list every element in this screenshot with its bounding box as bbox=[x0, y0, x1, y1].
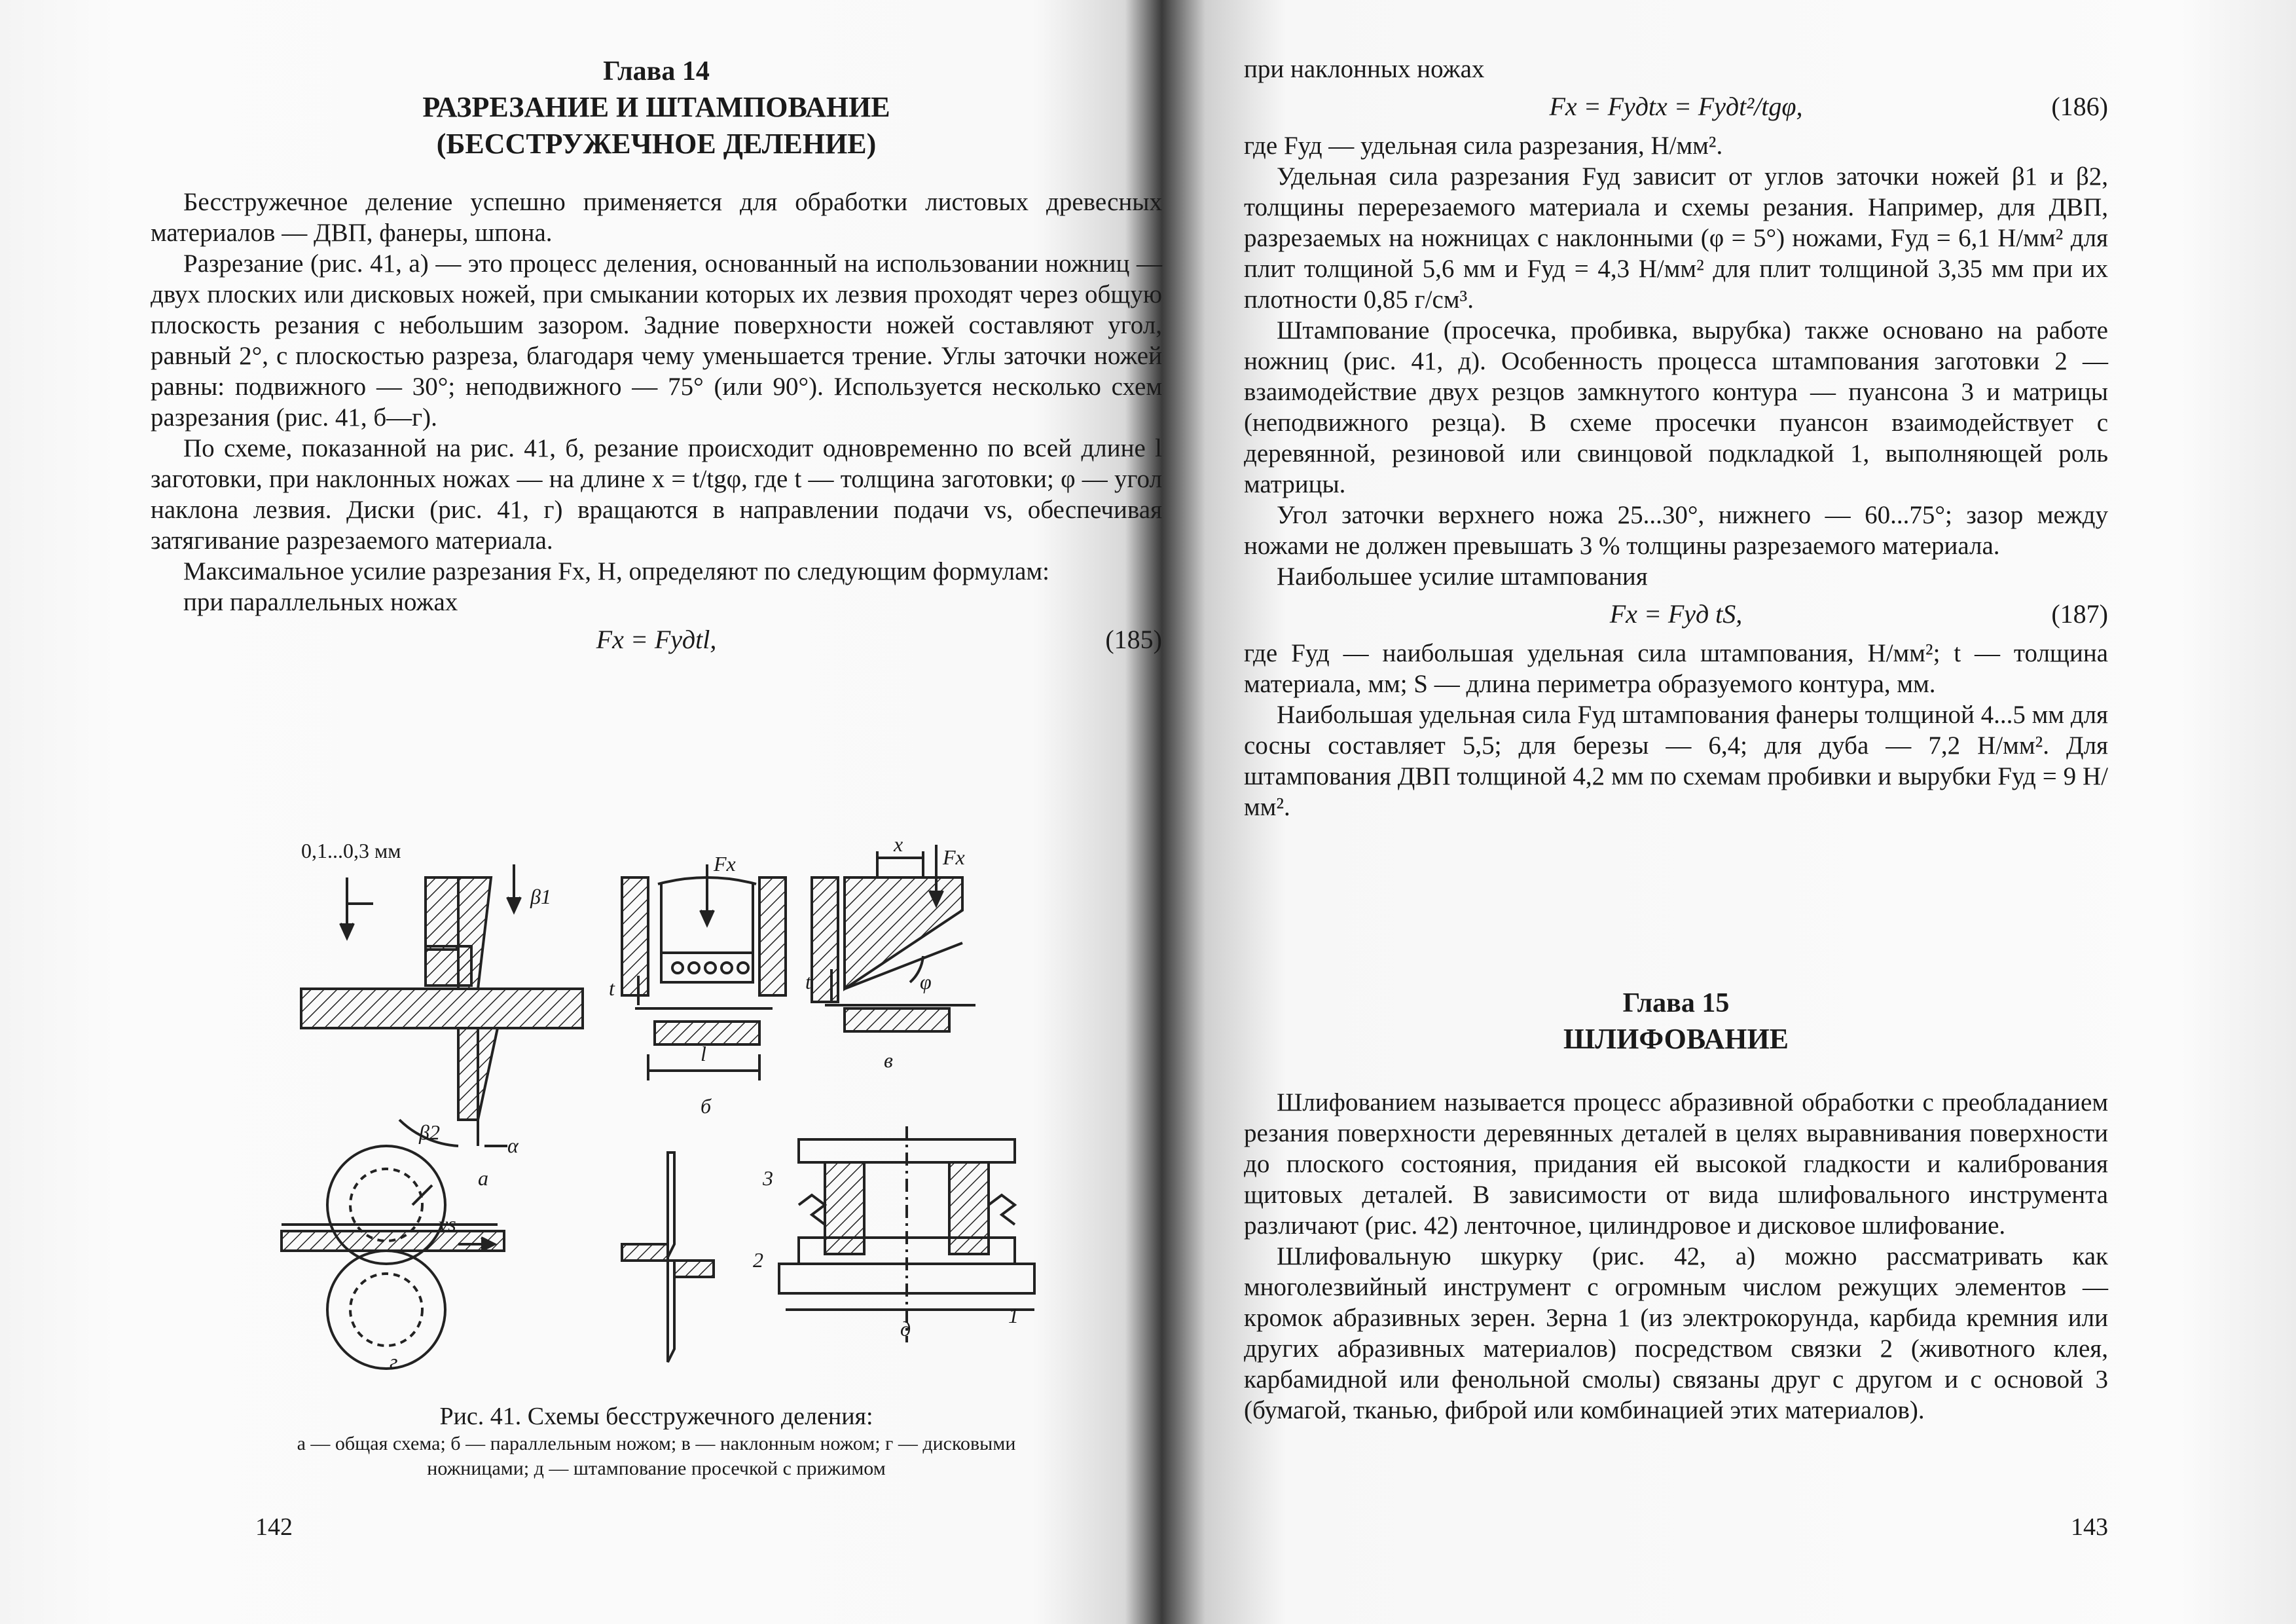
scheme-g-profile bbox=[622, 1153, 714, 1362]
paragraph: Разрезание (рис. 41, а) — это процесс деления, основанный на использовании ножниц — двух плоских или дисковых ножей, при смыкании которых их лезвия проходят через общую плоскость резания с небольшим зазором. Задние поверхности ножей составляют угол, равный 2°, с плоскостью разреза, благодаря чему уменьшается трение. Углы заточки ножей равны: подвижного — 30°; неподвижного — 75° (или 90°). Используется несколько схем разрезания (рис. 41, б—г). bbox=[151, 249, 1162, 432]
left-page bbox=[151, 0, 1162, 1624]
chapter-label: Глава 15 bbox=[1622, 988, 1730, 1018]
figure-legend-line2: ножницами; д — штампование просечкой с прижимом bbox=[427, 1458, 886, 1479]
paragraph: По схеме, показанной на рис. 41, б, резание происходит одновременно по всей длине l заготовки, при наклонных ножах — на длине x = t/tgφ, где t — толщина заготовки; φ — угол наклона лезвия. Диски (рис. 41, г) вращаются в направлении подачи vs, обеспечивая затягивание разрезаемого материала. bbox=[151, 434, 1162, 555]
paragraph: Наибольшее усилие штампования bbox=[1277, 563, 1648, 591]
formula-185 bbox=[151, 618, 1162, 663]
paragraph: Удельная сила разрезания Fуд зависит от углов заточки ножей β1 и β2, толщины перерезаемого материала и схемы резания. Например, для ДВП, разрезаемых на ножницах с наклонными (φ = 5°) ножами, Fуд = 6,1 Н/мм² для плит толщиной 5,6 мм и Fуд = 4,3 Н/мм² для плит толщиной 3,35 мм при их плотности 0,85 г/см³. bbox=[1244, 162, 2108, 314]
chapter-title-line2: (БЕССТРУЖЕЧНОЕ ДЕЛЕНИЕ) bbox=[436, 128, 877, 160]
sub-a: а bbox=[478, 1166, 488, 1190]
scheme-g bbox=[282, 1146, 504, 1369]
paragraph: Шлифованием называется процесс абразивной обработки с преобладанием резания поверхности деревянных деталей в целях выравнивания поверхности до плоского состояния, придания ей высокой гладкости и калибрования щитовых деталей. В зависимости от вида шлифовального инструмента различают (рис. 42) ленточное, цилиндровое и дисковое шлифование. bbox=[1244, 1088, 2108, 1240]
label-3: 3 bbox=[763, 1166, 773, 1190]
label-t2: t bbox=[805, 970, 811, 993]
right-page bbox=[1244, 0, 2108, 1624]
paragraph: при параллельных ножах bbox=[183, 588, 458, 616]
formula-number: (187) bbox=[2051, 599, 2108, 629]
chapter-label: Глава 14 bbox=[603, 56, 710, 86]
formula-187 bbox=[1244, 592, 2108, 638]
sub-g: г bbox=[390, 1350, 398, 1373]
formula-186 bbox=[1244, 84, 2108, 130]
label-t: t bbox=[609, 976, 615, 1000]
page-number: 142 bbox=[255, 1513, 293, 1541]
label-gap: 0,1...0,3 мм bbox=[301, 839, 401, 862]
label-Fx: Fx bbox=[714, 852, 736, 876]
scheme-v bbox=[812, 845, 975, 1031]
formula-text: Fx = Fудtl, bbox=[596, 625, 717, 654]
formula-text: Fx = Fуд tS, bbox=[1609, 599, 1743, 629]
chapter-title-line1: РАЗРЕЗАНИЕ И ШТАМПОВАНИЕ bbox=[422, 91, 890, 123]
paragraph: Максимальное усилие разрезания Fx, Н, определяют по следующим формулам: bbox=[183, 557, 1050, 585]
label-Fx2: Fx bbox=[943, 845, 965, 869]
paragraph: где Fуд — удельная сила разрезания, Н/мм². bbox=[1244, 132, 1723, 160]
paragraph: Штампование (просечка, пробивка, вырубка) также основано на работе ножниц (рис. 41, д). Особенность процесса штампования заготовки 2 — взаимодействие двух резцов замкнутого контура — пуансона 3 и матрицы (неподвижного резца). В схеме просечки пуансон взаимодействует с деревянной, резиновой или свинцовой подкладкой 1, выполняющей роль матрицы. bbox=[1244, 316, 2108, 498]
label-x: x bbox=[894, 838, 903, 856]
paragraph: Бесстружечное деление успешно применяется для обработки листовых древесных материалов — ДВП, фанеры, шпона. bbox=[151, 188, 1162, 247]
sub-v: в bbox=[884, 1048, 893, 1072]
label-1: 1 bbox=[1008, 1304, 1019, 1327]
page-number: 143 bbox=[2071, 1513, 2108, 1541]
formula-text: Fx = Fудtx = Fудt²/tgφ, bbox=[1549, 92, 1803, 121]
label-beta1: β1 bbox=[530, 885, 551, 908]
label-phi: φ bbox=[920, 970, 932, 993]
paragraph: при наклонных ножах bbox=[1244, 55, 1485, 83]
paragraph: Угол заточки верхнего ножа 25...30°, нижнего — 60...75°; зазор между ножами не должен превышать 3 % толщины разрезаемого материала. bbox=[1244, 501, 2108, 560]
formula-number: (186) bbox=[2051, 92, 2108, 121]
paragraph: где Fуд — наибольшая удельная сила штампования, Н/мм²; t — толщина материала, мм; S — длина периметра образуемого контура, мм. bbox=[1244, 639, 2108, 698]
sub-d: д bbox=[900, 1317, 911, 1340]
label-2: 2 bbox=[753, 1248, 763, 1272]
label-alpha: α bbox=[507, 1134, 519, 1157]
figure-caption: Рис. 41. Схемы бесстружечного деления: bbox=[439, 1403, 873, 1430]
label-l: l bbox=[701, 1042, 706, 1065]
chapter-title: ШЛИФОВАНИЕ bbox=[1563, 1023, 1789, 1055]
scheme-d bbox=[779, 1126, 1034, 1342]
label-vs: vs bbox=[439, 1212, 456, 1236]
label-beta2: β2 bbox=[419, 1120, 440, 1144]
paragraph: Шлифовальную шкурку (рис. 42, а) можно рассматривать как многолезвийный инструмент с огромным числом режущих элементов — кромок абразивных зерен. Зерна 1 (из электрокорунда, карбида кремния или других абразивных материалов) посредством связки 2 (животного клея, карбамидной или фенольной смолы) связаны друг с другом и с основой 3 (бумагой, тканью, фиброй или комбинацией этих материалов). bbox=[1244, 1242, 2108, 1424]
paragraph: Наибольшая удельная сила Fуд штампования фанеры толщиной 4...5 мм для сосны составляет 5,5; для березы — 6,4; для дуба — 7,2 Н/мм². Для штампования ДВП толщиной 4,2 мм по схемам пробивки и вырубки Fуд = 9 Н/мм². bbox=[1244, 701, 2108, 821]
sub-b: б bbox=[701, 1094, 712, 1118]
figure-41 bbox=[151, 838, 1162, 1375]
formula-number: (185) bbox=[1105, 625, 1162, 654]
figure-legend-line1: а — общая схема; б — параллельным ножом; в — наклонным ножом; г — дисковыми bbox=[297, 1433, 1016, 1454]
